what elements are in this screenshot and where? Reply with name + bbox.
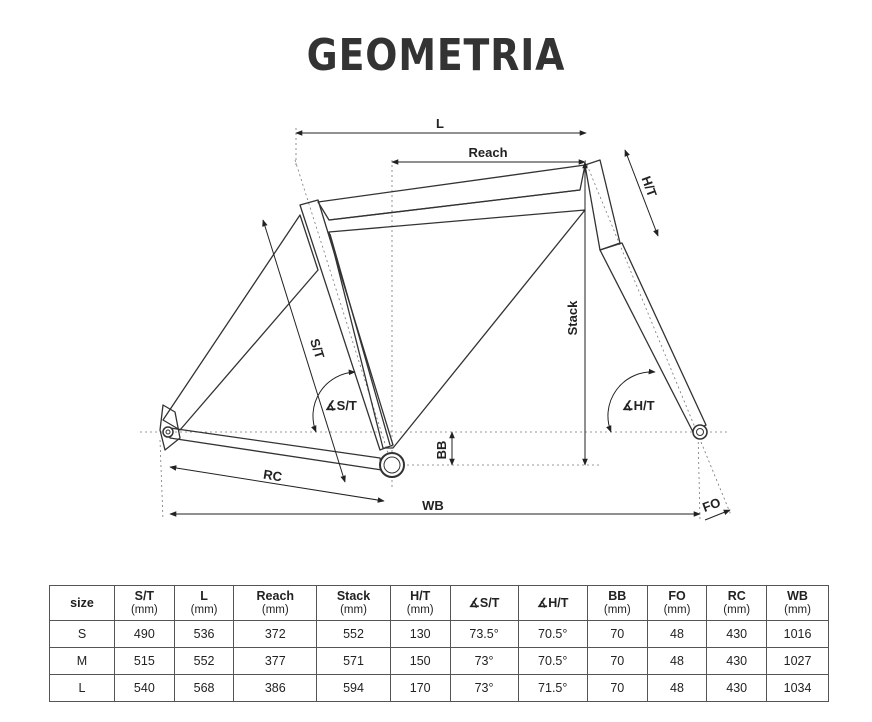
table-cell: 48: [647, 621, 707, 648]
table-cell: 372: [234, 621, 317, 648]
table-header-cell: ∡H/T: [518, 586, 587, 621]
table-cell: 540: [115, 675, 175, 702]
table-cell: 386: [234, 675, 317, 702]
geometry-table: [49, 585, 829, 702]
table-cell: 515: [115, 648, 175, 675]
label-seat-tube: S/T: [307, 336, 328, 361]
table-cell: 73°: [450, 675, 518, 702]
label-reach: Reach: [468, 145, 508, 160]
table-cell: 73°: [450, 648, 518, 675]
table-cell: 594: [317, 675, 391, 702]
table-cell: 430: [707, 648, 767, 675]
label-fork-offset: FO: [700, 494, 723, 515]
table-header-cell: Reach (mm): [234, 586, 317, 621]
table-cell: 130: [390, 621, 450, 648]
table-cell: 70.5°: [518, 621, 587, 648]
table-header-cell: WB (mm): [767, 586, 829, 621]
table-cell: 73.5°: [450, 621, 518, 648]
table-cell: 1027: [767, 648, 829, 675]
table-header-cell: H/T (mm): [390, 586, 450, 621]
table-cell: 568: [174, 675, 234, 702]
table-header-cell: FO (mm): [647, 586, 707, 621]
table-cell: 71.5°: [518, 675, 587, 702]
label-head-tube: H/T: [638, 174, 660, 199]
page-title: GEOMETRIA: [306, 30, 566, 81]
table-cell: 1016: [767, 621, 829, 648]
table-cell: 430: [707, 675, 767, 702]
label-stack: Stack: [565, 300, 580, 336]
table-header-cell: BB (mm): [587, 586, 647, 621]
label-wheelbase: WB: [422, 498, 444, 513]
table-header-cell: L (mm): [174, 586, 234, 621]
table-row: [50, 648, 829, 675]
table-header-cell: size: [50, 586, 115, 621]
table-cell: 48: [647, 648, 707, 675]
table-header-cell: S/T (mm): [115, 586, 175, 621]
label-l: L: [436, 116, 444, 131]
table-header-cell: Stack (mm): [317, 586, 391, 621]
bike-frame: [160, 160, 706, 470]
table-cell: M: [50, 648, 115, 675]
table-row: [50, 675, 829, 702]
label-seat-tube-angle: ∡S/T: [325, 398, 357, 413]
table-cell: 552: [317, 621, 391, 648]
table-cell: 430: [707, 621, 767, 648]
table-cell: 377: [234, 648, 317, 675]
table-cell: 1034: [767, 675, 829, 702]
table-cell: 571: [317, 648, 391, 675]
table-cell: 552: [174, 648, 234, 675]
table-cell: 70.5°: [518, 648, 587, 675]
label-bb-drop: BB: [434, 440, 449, 460]
table-cell: L: [50, 675, 115, 702]
table-cell: 70: [587, 648, 647, 675]
table-cell: 490: [115, 621, 175, 648]
table-row: [50, 621, 829, 648]
table-header-row: [50, 586, 829, 621]
table-cell: 70: [587, 675, 647, 702]
label-rear-center: RC: [262, 466, 284, 485]
table-header-cell: ∡S/T: [450, 586, 518, 621]
label-head-tube-angle: ∡H/T: [622, 398, 655, 413]
table-cell: 70: [587, 621, 647, 648]
table-cell: 536: [174, 621, 234, 648]
table-cell: 48: [647, 675, 707, 702]
table-cell: 170: [390, 675, 450, 702]
table-header-cell: RC (mm): [707, 586, 767, 621]
table-cell: 150: [390, 648, 450, 675]
table-cell: S: [50, 621, 115, 648]
